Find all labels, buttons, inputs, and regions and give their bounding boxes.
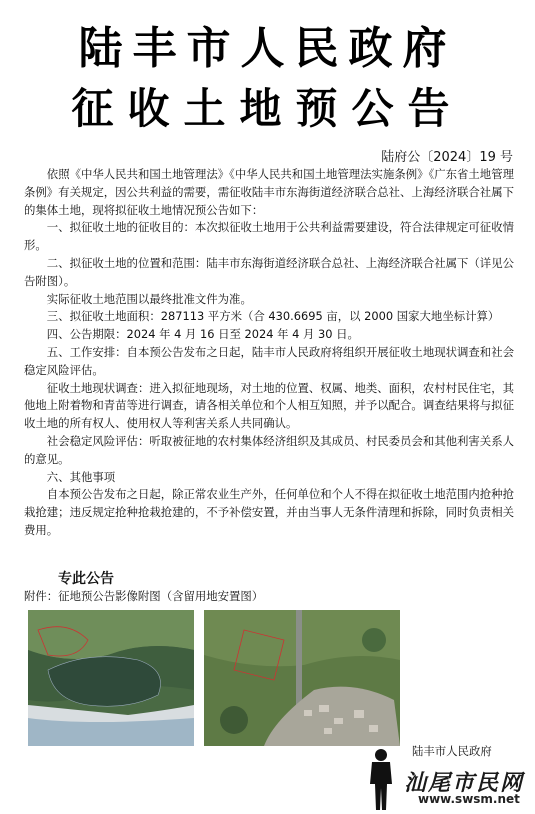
paragraph-area: 三、拟征收土地面积：287113 平方米（合 430.6695 亩，以 2000 国家大地坐标计算） (46, 309, 500, 324)
paragraph-risk-assessment: 社会稳定风险评估：听取被征地的农村集体经济组织及其成员、村民委员会和其他利害关系人的意见。 (24, 433, 514, 466)
page-subtitle: 征收土地预公告 (71, 84, 464, 133)
satellite-map-image-2 (204, 610, 400, 746)
document-number: 陆府公〔2024〕19 号 (381, 150, 513, 165)
paragraph-intro: 依照《中华人民共和国土地管理法》《中华人民共和国土地管理法实施条例》《广东省土地管理条例》有关规定，因公共利益的需要，需征收陆丰市东海街道经济联合总社、上海经济联合社属下的集体土地，现将拟征收土地情况预公告如下： (24, 167, 514, 217)
attachment-label: 附件：征地预公告影像附图（含留用地安置图） (24, 589, 264, 603)
watermark-url: www.swsm.net (418, 792, 520, 806)
paragraph-location: 二、拟征收土地的位置和范围：陆丰市东海街道经济联合总社、上海经济联合社属下（详见公告附图）。 (24, 255, 514, 288)
paragraph-purpose: 一、拟征收土地的征收目的：本次拟征收土地用于公共利益需要建设，符合法律规定可征收情形。 (24, 220, 514, 253)
satellite-map-image-1 (28, 610, 194, 746)
paragraph-work-plan: 五、工作安排：自本预公告发布之日起，陆丰市人民政府将组织开展征收土地现状调查和社会稳定风险评估。 (24, 344, 514, 377)
person-silhouette-icon (364, 748, 398, 810)
signature: 陆丰市人民政府 (412, 744, 492, 758)
paragraph-scope-note: 实际征收土地范围以最终批准文件为准。 (46, 291, 252, 306)
special-notice-heading: 专此公告 (58, 571, 114, 587)
paragraph-survey: 征收土地现状调查：进入拟征地现场，对土地的位置、权属、地类、面积，农村村民住宅，其他地上附着物和青苗等进行调查，请各相关单位和个人相互知照，并予以配合。调查结果将与拟征收土地的所有权人、使用权人等利害关系人共同确认。 (24, 380, 514, 431)
paragraph-other-matters: 自本预公告发布之日起，除正常农业生产外，任何单位和个人不得在拟征收土地范围内抢种抢栽抢建；违反规定抢种抢栽抢建的，不予补偿安置，并由当事人无条件清理和拆除，同时负责相关费用。 (24, 487, 514, 537)
paragraph-other-heading: 六、其他事项 (46, 469, 116, 484)
paragraph-period: 四、公告期限：2024 年 4 月 16 日至 2024 年 4 月 30 日。 (46, 327, 359, 342)
page-title: 陆丰市人民政府 (78, 23, 457, 74)
notice-body (24, 166, 514, 540)
watermark-logo: 汕尾市民网 (404, 770, 525, 796)
